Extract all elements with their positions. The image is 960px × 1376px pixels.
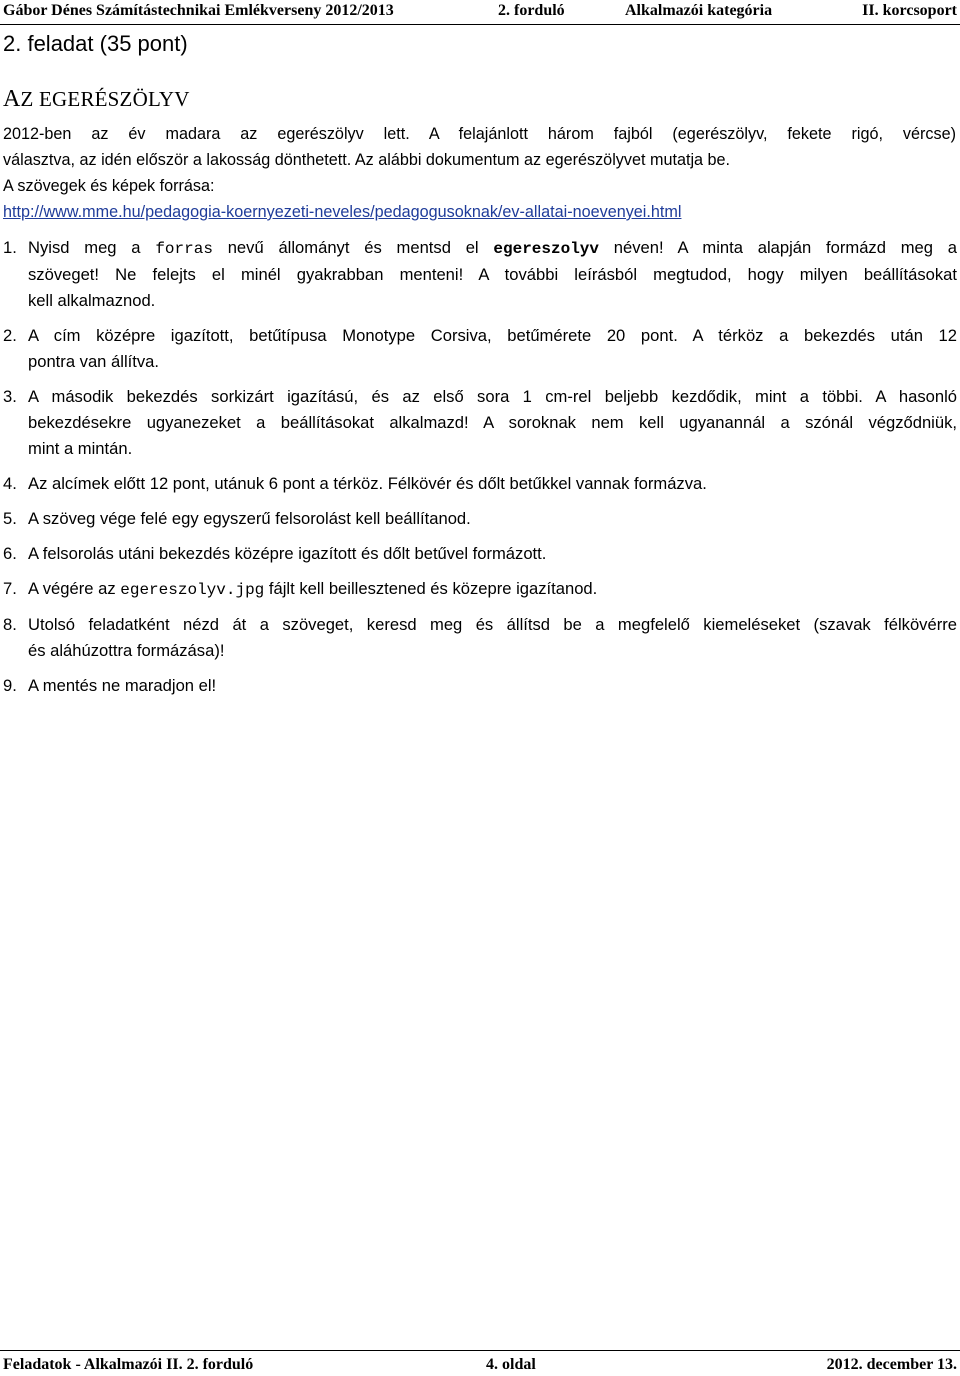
- list-item: [3, 235, 957, 314]
- intro-paragraph: [3, 121, 956, 225]
- footer-title: Feladatok - Alkalmazói II. 2. forduló: [3, 1356, 254, 1373]
- item-text: [28, 612, 957, 664]
- item-text: [28, 576, 957, 603]
- text-run: nevű állományt és mentsd el: [212, 238, 494, 257]
- filename-egereszolyv: egereszolyv: [493, 240, 600, 258]
- item-number: 6.: [3, 544, 17, 563]
- intro-line-1: 2012-ben az év madara az egerészölyv lett. A felajánlott három fajból (egerészölyv, fekete rigó, vércse): [3, 125, 956, 143]
- text-run: A második bekezdés sorkizárt igazítású, és az első sora 1 cm-rel beljebb kezdődik, mint a többi. A hasonló: [28, 387, 957, 406]
- page-number: 4. oldal: [486, 1356, 536, 1373]
- text-run: mint a mintán.: [28, 439, 133, 458]
- item-number: 5.: [3, 509, 17, 528]
- filename-jpg: egereszolyv.jpg: [120, 581, 265, 599]
- list-item: [3, 673, 957, 699]
- text-run: szöveget! Ne felejts el minél gyakrabban menteni! A további leírásból megtudod, hogy milyen beállításokat: [28, 265, 957, 284]
- item-number: 4.: [3, 474, 17, 493]
- header-competition: Gábor Dénes Számítástechnikai Emlékverseny 2012/2013: [3, 2, 394, 19]
- item-text: [28, 235, 957, 314]
- footer-date: 2012. december 13.: [826, 1356, 957, 1373]
- section-title: [3, 86, 190, 113]
- section-title-initial: A: [3, 86, 21, 112]
- text-run: néven! A minta alapján formázd meg a: [599, 238, 957, 257]
- text-run: fájlt kell beillesztened és közepre igazítanod.: [264, 579, 598, 598]
- text-run: bekezdésekre ugyanezeket a beállításokat alkalmazd! A soroknak nem kell ugyanannál a szónál végződniük,: [28, 413, 957, 432]
- section-title-rest: Z EGERÉSZÖLYV: [20, 87, 190, 111]
- item-text: Az alcímek előtt 12 pont, utánuk 6 pont a térköz. Félkövér és dőlt betűkkel vannak formázva.: [28, 474, 707, 493]
- intro-line-2: választva, az idén először a lakosság dönthetett. Az alábbi dokumentum az egerészölyvet mutatja be.: [3, 151, 731, 169]
- source-link[interactable]: http://www.mme.hu/pedagogia-koernyezeti-neveles/pedagogusoknak/ev-allatai-noevenyei.html: [3, 203, 682, 221]
- header-group: II. korcsoport: [862, 2, 957, 19]
- item-text: [28, 384, 957, 462]
- list-item: [3, 323, 957, 375]
- list-item: [3, 576, 957, 603]
- item-number: 9.: [3, 676, 17, 695]
- text-run: Utolsó feladatként nézd át a szöveget, keresd meg és állítsd be a megfelelő kiemeléseket (szavak félkövérre: [28, 615, 957, 634]
- item-number: 8.: [3, 615, 17, 634]
- text-run: A cím középre igazított, betűtípusa Monotype Corsiva, betűmérete 20 pont. A térköz a bekezdés után 12: [28, 326, 957, 345]
- header-category: Alkalmazói kategória: [625, 2, 773, 19]
- text-run: A végére az: [28, 579, 121, 598]
- item-number: 7.: [3, 579, 17, 598]
- item-number: 1.: [3, 238, 17, 257]
- instruction-list: [3, 235, 957, 708]
- text-run: és aláhúzottra formázása)!: [28, 641, 225, 660]
- item-text: A mentés ne maradjon el!: [28, 676, 217, 695]
- page-footer: [0, 1350, 960, 1376]
- item-number: 3.: [3, 387, 17, 406]
- list-item: [3, 384, 957, 462]
- source-label: A szövegek és képek forrása:: [3, 177, 215, 195]
- list-item: [3, 612, 957, 664]
- header-round: 2. forduló: [498, 2, 565, 19]
- task-title: 2. feladat (35 pont): [3, 31, 188, 56]
- filename-forras: forras: [155, 240, 213, 258]
- item-text: A szöveg vége felé egy egyszerű felsorolást kell beállítanod.: [28, 509, 471, 528]
- list-item: [3, 471, 957, 497]
- text-run: kell alkalmaznod.: [28, 291, 156, 310]
- list-item: [3, 541, 957, 567]
- text-run: pontra van állítva.: [28, 352, 159, 371]
- text-run: Nyisd meg a: [28, 238, 156, 257]
- list-item: [3, 506, 957, 532]
- item-text: [28, 323, 957, 375]
- item-number: 2.: [3, 326, 17, 345]
- page-header: [0, 0, 960, 25]
- item-text: A felsorolás utáni bekezdés középre igazított és dőlt betűvel formázott.: [28, 544, 547, 563]
